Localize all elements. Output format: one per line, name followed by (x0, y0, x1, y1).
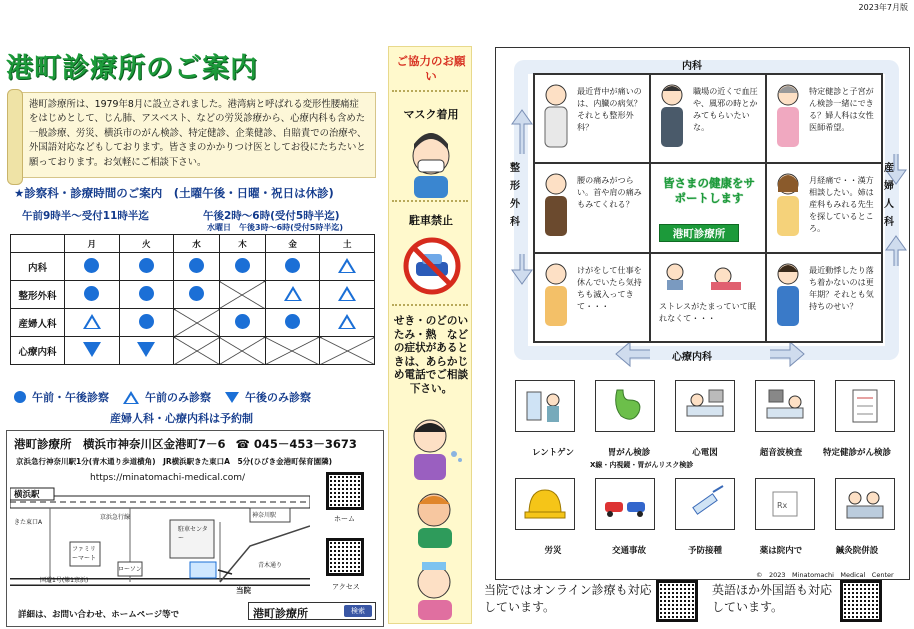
pm-hours-wed: 水曜日 午後3時～6時(受付5時半迄) (207, 223, 344, 232)
schedule-row (11, 309, 375, 337)
reservation-note: 産婦人科・心療内科は予約制 (110, 412, 253, 425)
schedule-cell (265, 309, 320, 337)
dept-shinryo-label: 心療内科 (672, 352, 712, 363)
schedule-cell (265, 281, 320, 309)
medicine-icon (755, 478, 815, 530)
schedule-cell (320, 309, 375, 337)
exam-label: 労災 (544, 546, 562, 556)
english-qr-icon[interactable] (840, 580, 882, 622)
parking-label: 駐車禁止 (409, 214, 453, 227)
day-header: 火 (119, 235, 174, 253)
schedule-row (11, 253, 375, 281)
access-map (10, 486, 310, 606)
map-label-center: 駐車センター (178, 526, 208, 542)
online-qr-icon[interactable] (656, 580, 698, 622)
ecg-icon (675, 380, 735, 432)
qr-label-home: ホーム (334, 515, 355, 523)
copyright: © 2023 Minatomachi Medical Center (756, 571, 894, 579)
schedule-cell (219, 253, 265, 281)
schedule-cell (119, 337, 174, 365)
map-label-family: ファミリーマート (72, 546, 97, 562)
exam-labels-2 (515, 544, 895, 556)
schedule-cell (265, 253, 320, 281)
consultation-grid (533, 73, 883, 343)
question-cell (766, 163, 882, 252)
circle-mark-icon (84, 286, 99, 301)
car-accident-icon (595, 478, 655, 530)
circle-mark-icon (84, 258, 99, 273)
mask-label: マスク着用 (403, 108, 459, 121)
schedule-table (10, 234, 375, 365)
circle-mark-icon (189, 258, 204, 273)
intro-scroll (14, 92, 376, 178)
schedule-cell (174, 281, 220, 309)
closed-cell (174, 337, 220, 365)
closed-cell (219, 281, 265, 309)
day-header: 金 (265, 235, 320, 253)
schedule-legend (14, 389, 311, 405)
dept-name: 内科 (11, 253, 65, 281)
checkup-icon (835, 380, 895, 432)
center-cell (650, 163, 766, 252)
legend-tri-label: 午前のみ診察 (145, 391, 211, 404)
stress-people-icon (661, 260, 751, 290)
mask-person-icon (406, 126, 456, 198)
question-cell (650, 74, 766, 163)
question-text: 職場の近くで血圧や、風邪の時とかみてもらいたいな。 (693, 86, 758, 132)
day-header: 水 (174, 235, 220, 253)
schedule-cell (320, 281, 375, 309)
exam-label: 特定健診がん検診 (822, 448, 891, 458)
schedule-row (11, 337, 375, 365)
exam-labels-1 (515, 446, 895, 458)
map-label-keikyu: 京浜急行線 (100, 514, 131, 521)
map-label-lawson: ローソン (118, 566, 142, 573)
intro-text: 港町診療所は、1979年8月に設立されました。港湾病と呼ばれる変形性腰痛症をはじめとして、じん肺、アスベスト、などの労災診療から、心療内科も含めた一般診療、労災、横浜市のがん検診、特定健診、企業健診、自賠責での治療や、外国語対応などもしております。皆さまのかかりつけ医としてお役にたちたいと願っております。お気軽にご相談下さい。 (29, 99, 367, 168)
question-text: 最近背中が痛いのは、内臓の病気？それとも整形外科？ (577, 86, 642, 132)
day-header: 土 (320, 235, 375, 253)
schedule-header-row (11, 235, 375, 253)
clinic-address (14, 436, 357, 452)
young-woman-icon (773, 172, 803, 242)
version-label: 2023年7月版 (858, 3, 908, 12)
circle-mark-icon (139, 314, 154, 329)
exam-label: 胃がん検診 (607, 448, 651, 458)
triangle-mark-icon (83, 314, 101, 329)
map-label-aoki: 青木通り (258, 562, 283, 569)
dept-seikei-label: 整形外科 (510, 163, 520, 228)
am-hours: 午前9時半～受付11時半迄 (22, 210, 149, 222)
map-label-here: 当院 (236, 586, 251, 595)
divider (392, 200, 468, 202)
office-man-icon (657, 83, 687, 153)
down-triangle-mark-icon (137, 342, 155, 357)
address-text: 港町診療所 横浜市神奈川区金港町7－6 (14, 437, 226, 451)
website-link[interactable]: https://minatomachi-medical.com/ (90, 473, 246, 483)
legend-dot-label: 午前・午後診察 (32, 391, 109, 404)
triangle-mark-icon (338, 314, 356, 329)
online-note: 当院ではオンライン診療も対応しています。 (484, 583, 652, 614)
circle-mark-icon (285, 258, 300, 273)
access-qr-icon[interactable] (326, 538, 364, 576)
legend-dtri-label: 午後のみ診察 (245, 391, 311, 404)
older-woman-icon (773, 83, 803, 153)
injured-man-icon (541, 262, 571, 332)
circle-mark-icon (235, 258, 250, 273)
question-text: 腰の痛みがつらい。首や肩の痛みもみてくれる？ (577, 175, 642, 210)
schedule-cell (65, 309, 120, 337)
english-note: 英語ほか外国語も対応しています。 (712, 583, 833, 614)
triangle-mark-icon (338, 258, 356, 273)
dept-name: 産婦人科 (11, 309, 65, 337)
schedule-cell (119, 253, 174, 281)
circle-mark-icon (285, 314, 300, 329)
divider (392, 304, 468, 306)
dept-naika-label: 内科 (682, 61, 702, 72)
sick-people-icon (406, 414, 466, 620)
phone-icon: ☎ (235, 437, 250, 451)
exam-label: 超音波検査 (759, 448, 803, 458)
search-button[interactable]: 検索 (344, 605, 372, 617)
map-label-kita-east: きた東口A (14, 519, 43, 526)
schedule-corner (11, 235, 65, 253)
homepage-qr-icon[interactable] (326, 472, 364, 510)
exam-row-1 (515, 380, 895, 432)
circle-mark-icon (139, 258, 154, 273)
question-text: 最近動悸したり落ち着かないのは更年期？それとも気持ちのせい？ (809, 264, 874, 311)
exam-label: 鍼灸院併設 (835, 546, 879, 556)
qr-label-access: アクセス (332, 583, 360, 591)
symptom-note: せき・のどのいたみ・熱 などの症状があるときは、あらかじめ電話でご相談下さい。 (393, 315, 469, 395)
triangle-mark-icon (284, 286, 302, 301)
exam-row-2 (515, 478, 895, 530)
question-text: 特定健診と子宮がん検診一緒にできる？婦人科は女性医師希望。 (809, 86, 874, 132)
schedule-cell (174, 253, 220, 281)
xray-icon (515, 380, 575, 432)
pm-hours: 午後2時～6時(受付5時半迄) (203, 210, 340, 222)
divider (392, 90, 468, 92)
schedule-cell (320, 253, 375, 281)
map-label-kanagawa-station: 神奈川駅 (252, 512, 277, 519)
helmet-icon (515, 478, 575, 530)
schedule-cell (65, 253, 120, 281)
schedule-cell (219, 309, 265, 337)
aoki-street (220, 526, 310, 582)
page-title: 港町診療所のご案内 (6, 53, 258, 84)
exam-label: レントゲン (532, 448, 574, 458)
schedule-row (11, 281, 375, 309)
legend-dot-icon (14, 391, 26, 403)
hours-heading: ★診察科・診療時間のご案内 (土曜午後・日曜・祝日は休診) (14, 186, 334, 200)
dept-name: 心療内科 (11, 337, 65, 365)
circle-mark-icon (139, 286, 154, 301)
dept-sanfu-label: 産婦人科 (884, 163, 894, 228)
question-cell (534, 74, 650, 163)
woman-worried-icon (773, 262, 803, 332)
exam-label: 薬は院内で (759, 546, 803, 556)
closed-cell (219, 337, 265, 365)
center-clinic-badge: 港町診療所 (659, 224, 739, 242)
question-text: けがをして仕事を休んでいたら気持ちも滅入ってきて・・・ (577, 264, 642, 311)
legend-down-triangle-icon (225, 392, 239, 403)
question-cell (534, 163, 650, 252)
schedule-cell (119, 281, 174, 309)
closed-cell (265, 337, 320, 365)
schedule-cell (65, 281, 120, 309)
question-text: ストレスがたまっていて眠れなくて・・・ (659, 300, 756, 323)
phone-number: 045－453－3673 (253, 437, 357, 451)
circle-mark-icon (189, 286, 204, 301)
day-header: 木 (219, 235, 265, 253)
back-pain-man-icon (541, 172, 571, 242)
exam-label: 予防接種 (687, 546, 722, 556)
question-cell (650, 253, 766, 342)
exam-label: 心電図 (692, 448, 718, 458)
schedule-cell (65, 337, 120, 365)
closed-cell (174, 309, 220, 337)
legend-triangle-icon (123, 391, 139, 404)
question-cell (534, 253, 650, 342)
ultrasound-icon (755, 380, 815, 432)
closed-cell (320, 337, 375, 365)
question-cell (766, 74, 882, 163)
schedule-cell (119, 309, 174, 337)
bald-man-icon (541, 83, 571, 153)
day-header: 月 (65, 235, 120, 253)
acupuncture-icon (835, 478, 895, 530)
svg-text:Rx: Rx (777, 501, 788, 510)
search-name-box[interactable]: 港町診療所 (248, 602, 376, 620)
schedule-body (11, 253, 375, 365)
down-triangle-mark-icon (83, 342, 101, 357)
map-label-yokohama: 横浜駅 (14, 490, 40, 500)
dept-name: 整形外科 (11, 281, 65, 309)
question-text: 月経痛で・・漢方相談したい。姉は産科もみれる先生を探しているところ。 (809, 175, 874, 234)
access-footer: 詳細は、お問い合わせ、ホームページ等で (18, 610, 180, 620)
clinic-building (190, 562, 216, 578)
triangle-mark-icon (338, 286, 356, 301)
exam-note: X線・内視鏡・胃がんリスク検診 (590, 461, 694, 469)
stomach-icon (595, 380, 655, 432)
question-cell (766, 253, 882, 342)
exam-label: 交通事故 (611, 546, 646, 556)
map-label-national-route: 国道1号(第1京浜) (40, 577, 89, 584)
center-tagline: 皆さまの健康をサポートします (663, 176, 755, 206)
directions: 京浜急行神奈川駅1分(青木通り歩道横角) JR横浜駅きた東口A 5分(ひびき金港町保育園隣) (16, 457, 333, 466)
syringe-icon (675, 478, 735, 530)
no-parking-icon (402, 236, 462, 296)
circle-mark-icon (235, 314, 250, 329)
request-heading: ご協力のお願い (396, 54, 466, 83)
